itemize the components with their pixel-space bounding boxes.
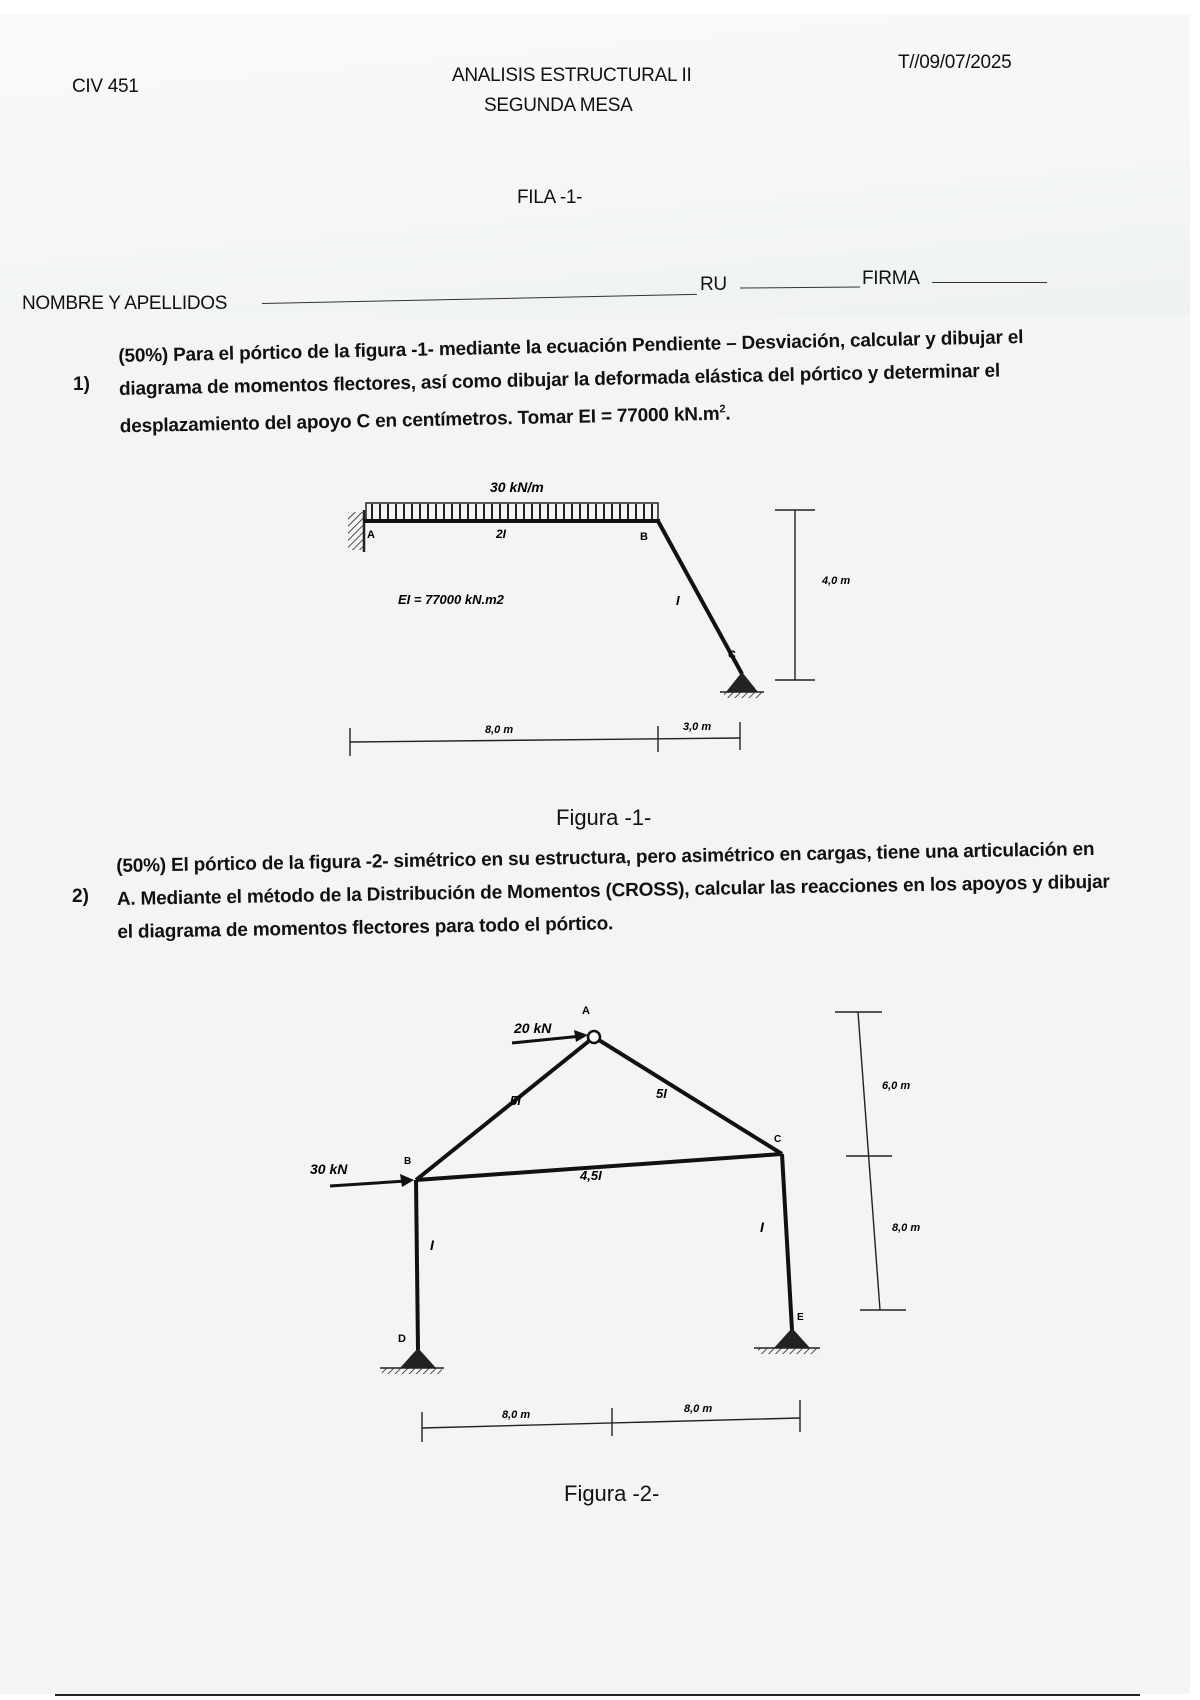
fig2-node-e: E	[797, 1312, 804, 1323]
question-1-superscript: 2	[719, 403, 726, 416]
fig2-rafter-right-inertia: 5I	[656, 1086, 667, 1101]
question-1-body: (50%) Para el pórtico de la figura -1- mediante la ecuación Pendiente – Desviación, calcular y dibujar el diagrama de momentos flectores, así como dibujar la deformada elástica del pórtico y determinar el desplazamiento del apoyo C en centímetros. Tomar EI = 77000 kN.m	[118, 327, 1024, 438]
name-label: NOMBRE Y APELLIDOS	[22, 293, 228, 314]
fig2-node-c: C	[774, 1134, 782, 1145]
fig1-height-dimension	[775, 510, 815, 680]
fig2-load-b-label: 30 kN	[310, 1161, 348, 1177]
figure-2-diagram	[310, 1000, 950, 1460]
question-2-number: 2)	[72, 886, 89, 907]
fig2-tie-inertia: 4,5I	[580, 1168, 602, 1183]
fig2-column-ce	[782, 1154, 792, 1330]
fig2-span-right-label: 8,0 m	[684, 1403, 713, 1415]
question-2-text: (50%) El pórtico de la figura -2- simétrico en su estructura, pero asimétrico en cargas, tiene una articulación en A. Mediante el método de la Distribución de Momentos (CROSS), calcular las reacciones en los apoyos y dibujar el diagrama de momentos flectores para todo el pórtico.	[116, 838, 1110, 943]
fig2-pin-support-e	[774, 1328, 810, 1348]
fig2-rafter-ba	[416, 1037, 594, 1180]
fig2-height-dimension	[835, 1012, 906, 1310]
fig2-node-d: D	[398, 1333, 406, 1345]
fig2-load-a-label: 20 kN	[514, 1020, 552, 1036]
course-code: CIV 451	[72, 76, 139, 97]
fig2-col-right-inertia: I	[760, 1219, 764, 1235]
question-1-text	[118, 320, 1080, 443]
fig2-span-dimension	[422, 1400, 800, 1442]
exam-row: FILA -1-	[517, 187, 583, 208]
figure-1-diagram	[340, 470, 860, 770]
ru-label: RU	[700, 274, 727, 295]
fig1-distributed-load	[366, 503, 658, 520]
fig1-span1-label: 8,0 m	[485, 724, 514, 736]
fig2-column-bd	[416, 1180, 418, 1350]
fig1-node-a: A	[367, 529, 375, 541]
bottom-rule	[55, 1694, 1140, 1696]
fig2-hinge-a	[588, 1031, 600, 1043]
fig2-rafter-left-inertia: 5I	[510, 1093, 521, 1108]
question-1-number: 1)	[73, 374, 90, 395]
fig1-fixed-support-a	[348, 512, 364, 550]
question-1-period: .	[725, 403, 731, 425]
fig2-col-left-inertia: I	[430, 1237, 434, 1253]
fig2-node-b: B	[404, 1156, 412, 1167]
figure-1-caption: Figura -1-	[556, 805, 652, 830]
fig1-ei-label: EI = 77000 kN.m2	[398, 592, 504, 607]
fig1-pin-support-c	[726, 672, 758, 692]
fig1-height-dim-label: 4,0 m	[822, 575, 851, 587]
sheet-highlight	[0, 14, 1190, 314]
figure-2-caption: Figura -2-	[564, 1481, 660, 1506]
fig1-span-dimension	[350, 722, 740, 756]
fig2-height-bottom-label: 8,0 m	[892, 1222, 921, 1234]
fig1-beam-inertia: 2I	[496, 527, 507, 541]
signature-label: FIRMA	[862, 268, 920, 289]
signature-field-line[interactable]	[932, 282, 1047, 283]
fig1-node-b: B	[640, 531, 648, 543]
fig2-span-left-label: 8,0 m	[502, 1409, 531, 1421]
fig1-column-inertia: I	[676, 593, 680, 608]
exam-subtitle: SEGUNDA MESA	[484, 95, 633, 116]
fig1-node-c: C	[728, 649, 736, 661]
fig1-span2-label: 3,0 m	[683, 721, 712, 733]
fig1-load-label: 30 kN/m	[490, 479, 544, 495]
fig2-rafter-ac	[594, 1037, 782, 1154]
exam-title: ANALISIS ESTRUCTURAL II	[452, 65, 692, 86]
fig1-load-arrows	[372, 504, 652, 520]
exam-date: T//09/07/2025	[898, 52, 1012, 73]
fig2-node-a: A	[582, 1005, 590, 1017]
fig2-pin-support-d	[400, 1348, 436, 1368]
fig2-height-top-label: 6,0 m	[882, 1080, 911, 1092]
